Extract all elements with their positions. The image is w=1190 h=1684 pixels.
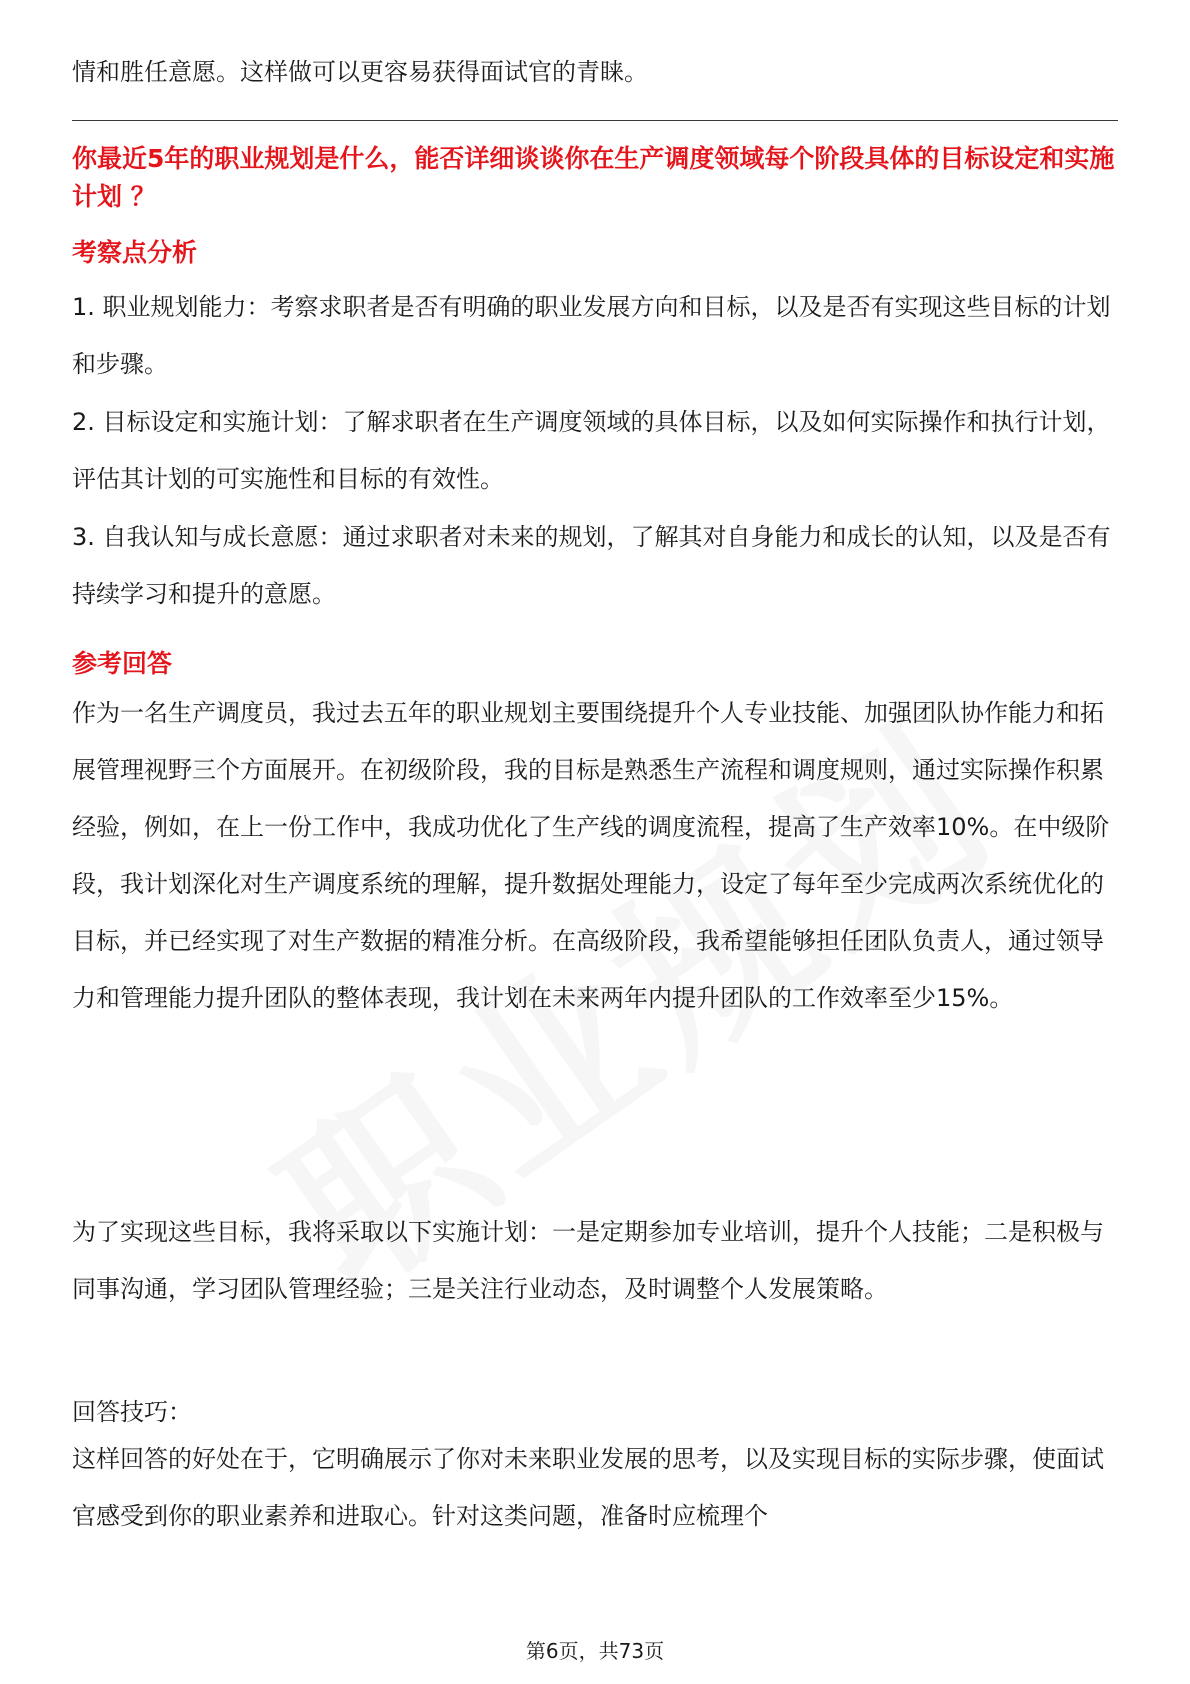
tips-label: 回答技巧： xyxy=(72,1398,192,1426)
analysis-point: 3. 自我认知与成长意愿：通过求职者对未来的规划，了解其对自身能力和成长的认知，以及是否有持续学习和提升的意愿。 xyxy=(72,523,1111,608)
analysis-point: 2. 目标设定和实施计划：了解求职者在生产调度领域的具体目标，以及如何实际操作和执行计划，评估其计划的可实施性和目标的有效性。 xyxy=(72,408,1111,493)
tips-paragraph: 这样回答的好处在于，它明确展示了你对未来职业发展的思考，以及实现目标的实际步骤，使面试官感受到你的职业素养和进取心。针对这类问题，准备时应梳理个 xyxy=(72,1445,1104,1530)
answer-paragraph: 为了实现这些目标，我将采取以下实施计划：一是定期参加专业培训，提升个人技能；二是积极与同事沟通，学习团队管理经验；三是关注行业动态，及时调整个人发展策略。 xyxy=(72,1218,1104,1303)
analysis-point: 1. 职业规划能力：考察求职者是否有明确的职业发展方向和目标，以及是否有实现这些目标的计划和步骤。 xyxy=(72,293,1111,378)
continuation-text: 情和胜任意愿。这样做可以更容易获得面试官的青睐。 xyxy=(72,58,648,86)
answer-paragraph: 作为一名生产调度员，我过去五年的职业规划主要围绕提升个人专业技能、加强团队协作能力和拓展管理视野三个方面展开。在初级阶段，我的目标是熟悉生产流程和调度规则，通过实际操作积累经验，例如，在上一份工作中，我成功优化了生产线的调度流程，提高了生产效率10%。在中级阶段，我计划深化对生产调度系统的理解，提升数据处理能力，设定了每年至少完成两次系统优化的目标，并已经实现了对生产数据的精准分析。在高级阶段，我希望能够担任团队负责人，通过领导力和管理能力提升团队的整体表现，我计划在未来两年内提升团队的工作效率至少15%。 xyxy=(72,699,1110,1012)
document-page xyxy=(72,0,1118,1684)
question-title: 你最近5年的职业规划是什么，能否详细谈谈你在生产调度领域每个阶段具体的目标设定和实施计划 ？ xyxy=(72,144,1115,211)
answer-heading: 参考回答 xyxy=(72,649,173,678)
page-number: 第6页，共73页 xyxy=(525,1639,665,1663)
divider-line xyxy=(72,120,1118,121)
analysis-heading: 考察点分析 xyxy=(72,238,198,267)
